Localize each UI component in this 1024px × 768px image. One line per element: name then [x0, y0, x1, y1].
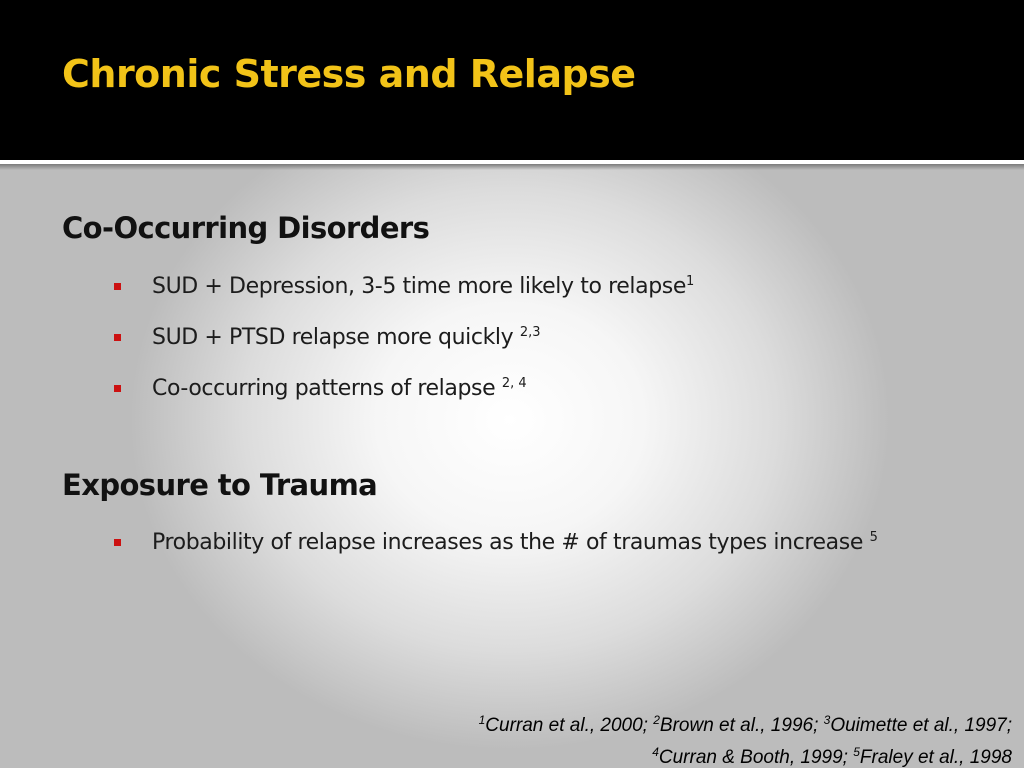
- bullet-text: [152, 376, 527, 401]
- square-bullet-icon: [114, 283, 121, 290]
- citation-text: Brown et al., 1996;: [659, 715, 824, 736]
- citation-superscript: 2,3: [519, 325, 541, 340]
- citations-line-1: [479, 707, 1012, 739]
- citation-number: 5: [853, 745, 860, 759]
- citation-text: Curran et al., 2000;: [485, 715, 654, 736]
- citation-superscript: 5: [869, 530, 878, 545]
- citation-text: Fraley et al., 1998: [859, 747, 1012, 768]
- bullet-text: [152, 274, 694, 299]
- bullet-label: Co-occurring patterns of relapse: [152, 376, 502, 401]
- citation-number: 1: [478, 713, 486, 727]
- section-heading-co-occurring-disorders: Co-Occurring Disorders: [62, 211, 430, 245]
- square-bullet-icon: [114, 334, 121, 341]
- citation-number: 4: [652, 745, 659, 759]
- citations-line-2: [479, 739, 1012, 768]
- citation-superscript: 2, 4: [501, 376, 527, 391]
- citation-number: 3: [823, 713, 831, 727]
- bullet-label: SUD + PTSD relapse more quickly: [152, 325, 520, 350]
- bullet-label: SUD + Depression, 3-5 time more likely to relapse: [152, 274, 686, 299]
- citation-text: Curran & Booth, 1999;: [658, 747, 854, 768]
- citation-superscript: 1: [685, 274, 695, 289]
- citation-number: 2: [653, 713, 660, 727]
- slide-title: Chronic Stress and Relapse: [62, 52, 636, 96]
- section-heading-exposure-to-trauma: Exposure to Trauma: [62, 468, 378, 502]
- title-divider-shadow: [0, 164, 1024, 170]
- citations-footer: [479, 707, 1012, 768]
- bullet-text: [152, 325, 541, 350]
- square-bullet-icon: [114, 385, 121, 392]
- square-bullet-icon: [114, 539, 121, 546]
- bullet-text: [152, 530, 878, 555]
- citation-text: Ouimette et al., 1997;: [830, 715, 1012, 736]
- bullet-label: Probability of relapse increases as the # of traumas types increase: [152, 530, 870, 555]
